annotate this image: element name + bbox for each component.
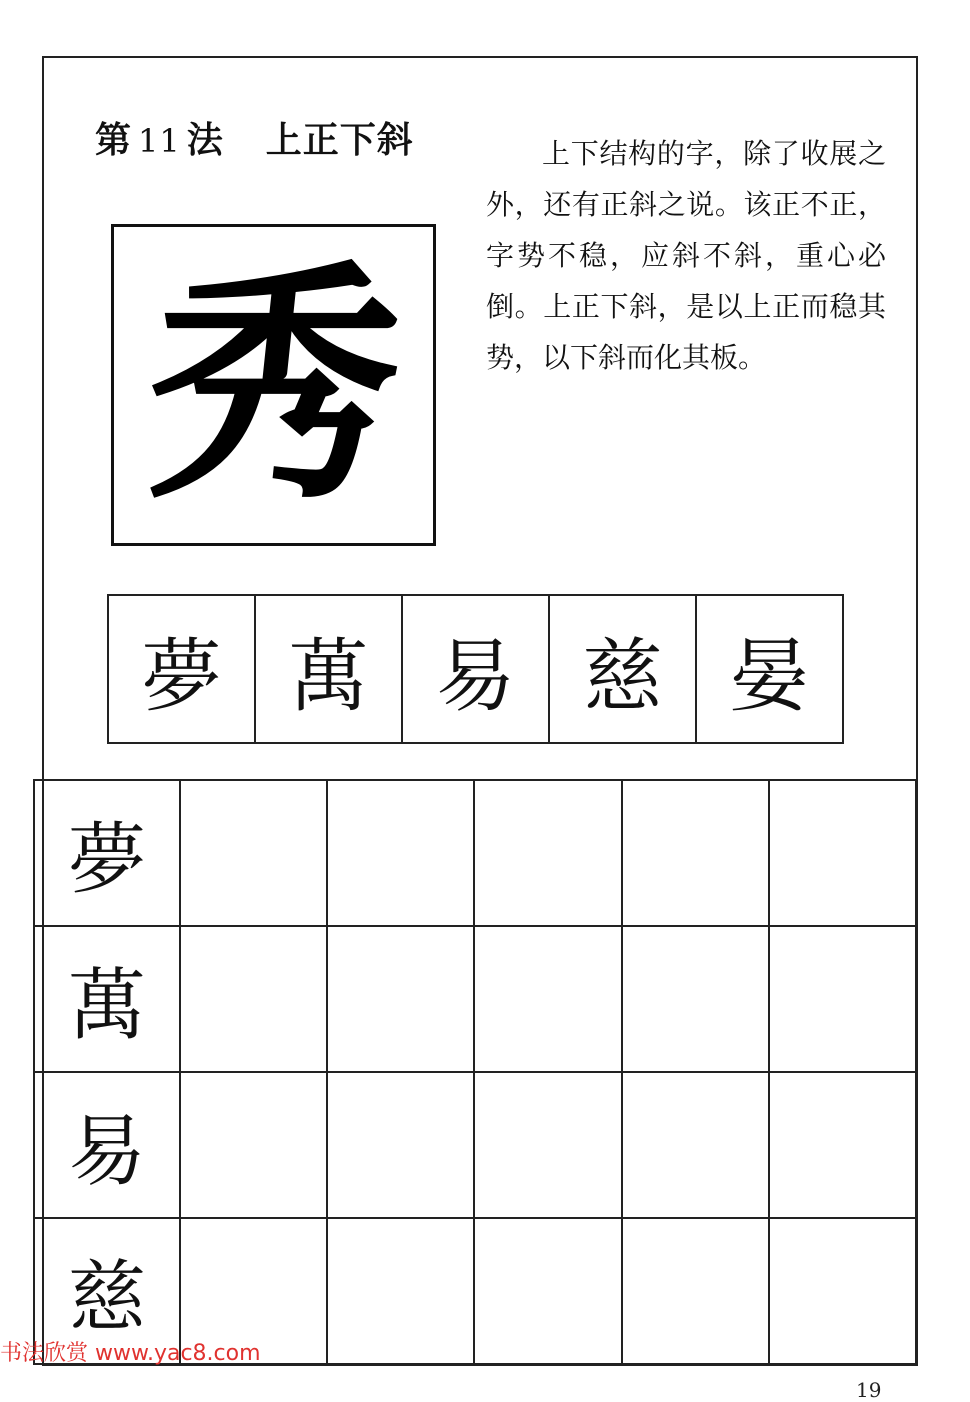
sample-character: 晏 — [729, 629, 810, 723]
sample-characters-row — [107, 594, 844, 744]
practice-blank-cell[interactable] — [623, 927, 770, 1073]
lesson-subtitle: 上正下斜 — [265, 120, 414, 161]
practice-row-label — [35, 1073, 181, 1219]
sample-character: 萬 — [256, 596, 403, 742]
practice-blank-cell[interactable] — [328, 927, 475, 1073]
practice-blank-cell[interactable] — [475, 927, 622, 1073]
example-character-box — [111, 224, 436, 546]
site-watermark: 书法欣赏 www.yac8.com — [0, 1341, 261, 1366]
practice-blank-cell[interactable] — [770, 1219, 917, 1365]
practice-grid — [33, 779, 917, 1365]
practice-blank-cell[interactable] — [328, 781, 475, 927]
practice-blank-cell[interactable] — [328, 1073, 475, 1219]
lesson-title — [95, 112, 414, 163]
practice-blank-cell[interactable] — [770, 1073, 917, 1219]
practice-blank-cell[interactable] — [181, 927, 328, 1073]
practice-blank-cell[interactable] — [181, 781, 328, 927]
page-number: 19 — [856, 1378, 882, 1402]
practice-blank-cell[interactable] — [623, 1073, 770, 1219]
title-prefix: 第 — [95, 120, 133, 161]
practice-character: 萬 — [67, 961, 146, 1051]
practice-blank-cell[interactable] — [475, 1073, 622, 1219]
lesson-description: 上下结构的字，除了收展之外，还有正斜之说。该正不正，字势不稳，应斜不斜，重心必倒。上正下斜，是以上正而稳其势，以下斜而化其板。 — [486, 137, 886, 374]
practice-character: 夢 — [67, 815, 146, 905]
practice-row-label — [35, 927, 181, 1073]
sample-character: 夢 — [109, 596, 256, 742]
practice-blank-cell[interactable] — [328, 1219, 475, 1365]
practice-blank-cell[interactable] — [770, 781, 917, 927]
practice-blank-cell[interactable] — [623, 781, 770, 927]
practice-character: 慈 — [67, 1253, 146, 1343]
practice-row-label — [35, 781, 181, 927]
practice-blank-cell[interactable] — [475, 1219, 622, 1365]
practice-blank-cell[interactable] — [770, 927, 917, 1073]
lesson-number: 11 — [138, 122, 181, 160]
practice-blank-cell[interactable] — [623, 1219, 770, 1365]
practice-blank-cell[interactable] — [475, 781, 622, 927]
sample-character: 慈 — [550, 596, 697, 742]
practice-blank-cell[interactable] — [181, 1073, 328, 1219]
example-character: 秀 — [133, 238, 414, 532]
practice-character: 易 — [67, 1107, 146, 1197]
title-suffix: 法 — [186, 120, 224, 161]
sample-character: 易 — [403, 596, 550, 742]
